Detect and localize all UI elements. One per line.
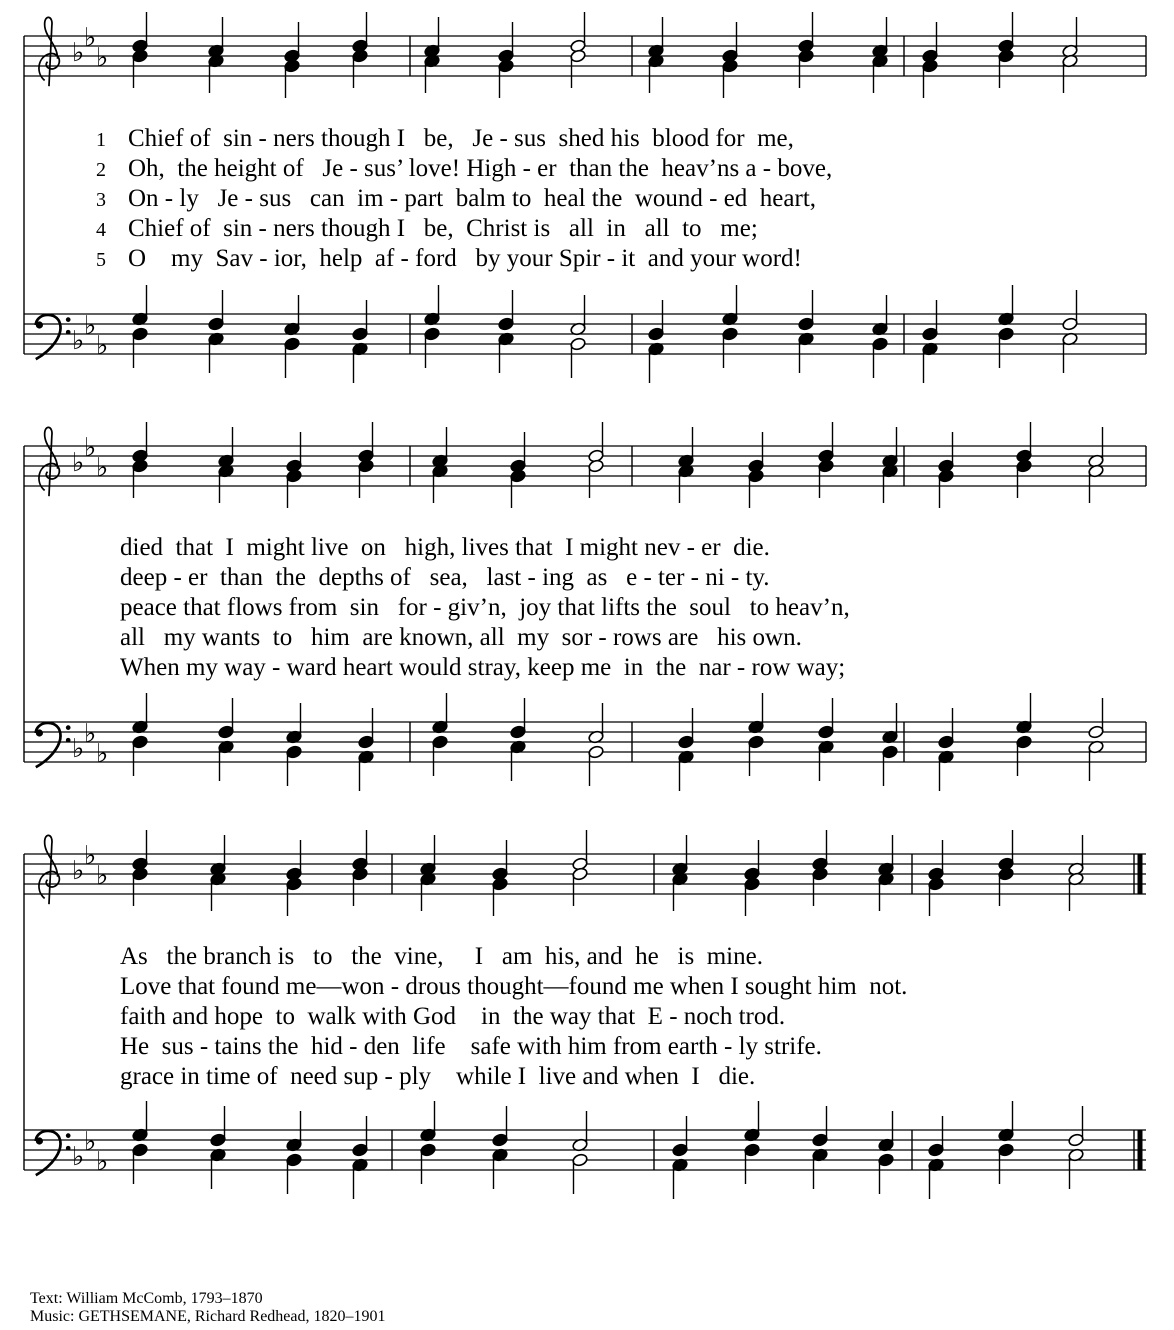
lyric-line: Chief of sin - ners though I be, Christ is all in all to me; <box>128 215 758 242</box>
lyric-line: deep - er than the depths of sea, last - ing as e - ter - ni - ty. <box>120 564 770 591</box>
verse-number: 3 <box>96 189 106 211</box>
lyric-line: He sus - tains the hid - den life safe with him from earth - ly strife. <box>120 1033 822 1060</box>
lyric-line: all my wants to him are known, all my sor - rows are his own. <box>120 624 802 651</box>
lyric-line: O my Sav - ior, help af - ford by your Spir - it and your word! <box>128 245 802 272</box>
flat-icon: ♭ <box>72 38 85 68</box>
lyric-line: grace in time of need sup - ply while I live and when I die. <box>120 1063 756 1090</box>
flat-icon: ♭ <box>72 1142 85 1172</box>
lyric-line: When my way - ward heart would stray, keep me in the nar - row way; <box>120 654 846 681</box>
verse-number: 1 <box>96 129 106 151</box>
flat-icon: ♭ <box>96 861 109 891</box>
flat-icon: ♭ <box>84 311 97 341</box>
verse-number: 2 <box>96 159 106 181</box>
lyric-line: Chief of sin - ners though I be, Je - sus shed his blood for me, <box>128 125 794 152</box>
verse-number: 5 <box>96 249 106 271</box>
flat-icon: ♭ <box>72 448 85 478</box>
lyric-line: As the branch is to the vine, I am his, and he is mine. <box>120 943 763 970</box>
flat-icon: ♭ <box>84 719 97 749</box>
bass-clef-icon <box>36 315 71 359</box>
flat-icon: ♭ <box>96 1147 109 1177</box>
text-credit: Text: William McComb, 1793–1870 <box>30 1290 263 1307</box>
flat-icon: ♭ <box>84 1127 97 1157</box>
bass-staff <box>24 1127 1146 1177</box>
lyric-line: Oh, the height of Je - sus’ love! High - er than the heav’ns a - bove, <box>128 155 833 182</box>
flat-icon: ♭ <box>96 453 109 483</box>
flat-icon: ♭ <box>84 433 97 463</box>
lyric-line: On - ly Je - sus can im - part balm to heal the wound - ed heart, <box>128 185 817 212</box>
flat-icon: ♭ <box>84 841 97 871</box>
music-credit: Music: GETHSEMANE, Richard Redhead, 1820–1901 <box>30 1308 386 1325</box>
bass-clef-icon <box>36 1131 71 1175</box>
flat-icon: ♭ <box>96 331 109 361</box>
lyric-line: Love that found me—won - drous thought—found me when I sought him not. <box>120 973 908 1000</box>
flat-icon: ♭ <box>84 23 97 53</box>
treble-staff <box>24 427 1146 496</box>
flat-icon: ♭ <box>72 326 85 356</box>
bass-staff <box>24 719 1146 769</box>
lyric-line: died that I might live on high, lives that I might nev - er die. <box>120 534 770 561</box>
bass-clef-icon <box>36 723 71 767</box>
lyric-line: peace that flows from sin for - giv’n, joy that lifts the soul to heav’n, <box>120 594 850 621</box>
flat-icon: ♭ <box>72 856 85 886</box>
verse-number: 4 <box>96 219 106 241</box>
flat-icon: ♭ <box>96 739 109 769</box>
flat-icon: ♭ <box>96 43 109 73</box>
flat-icon: ♭ <box>72 734 85 764</box>
lyric-line: faith and hope to walk with God in the way that E - noch trod. <box>120 1003 786 1030</box>
